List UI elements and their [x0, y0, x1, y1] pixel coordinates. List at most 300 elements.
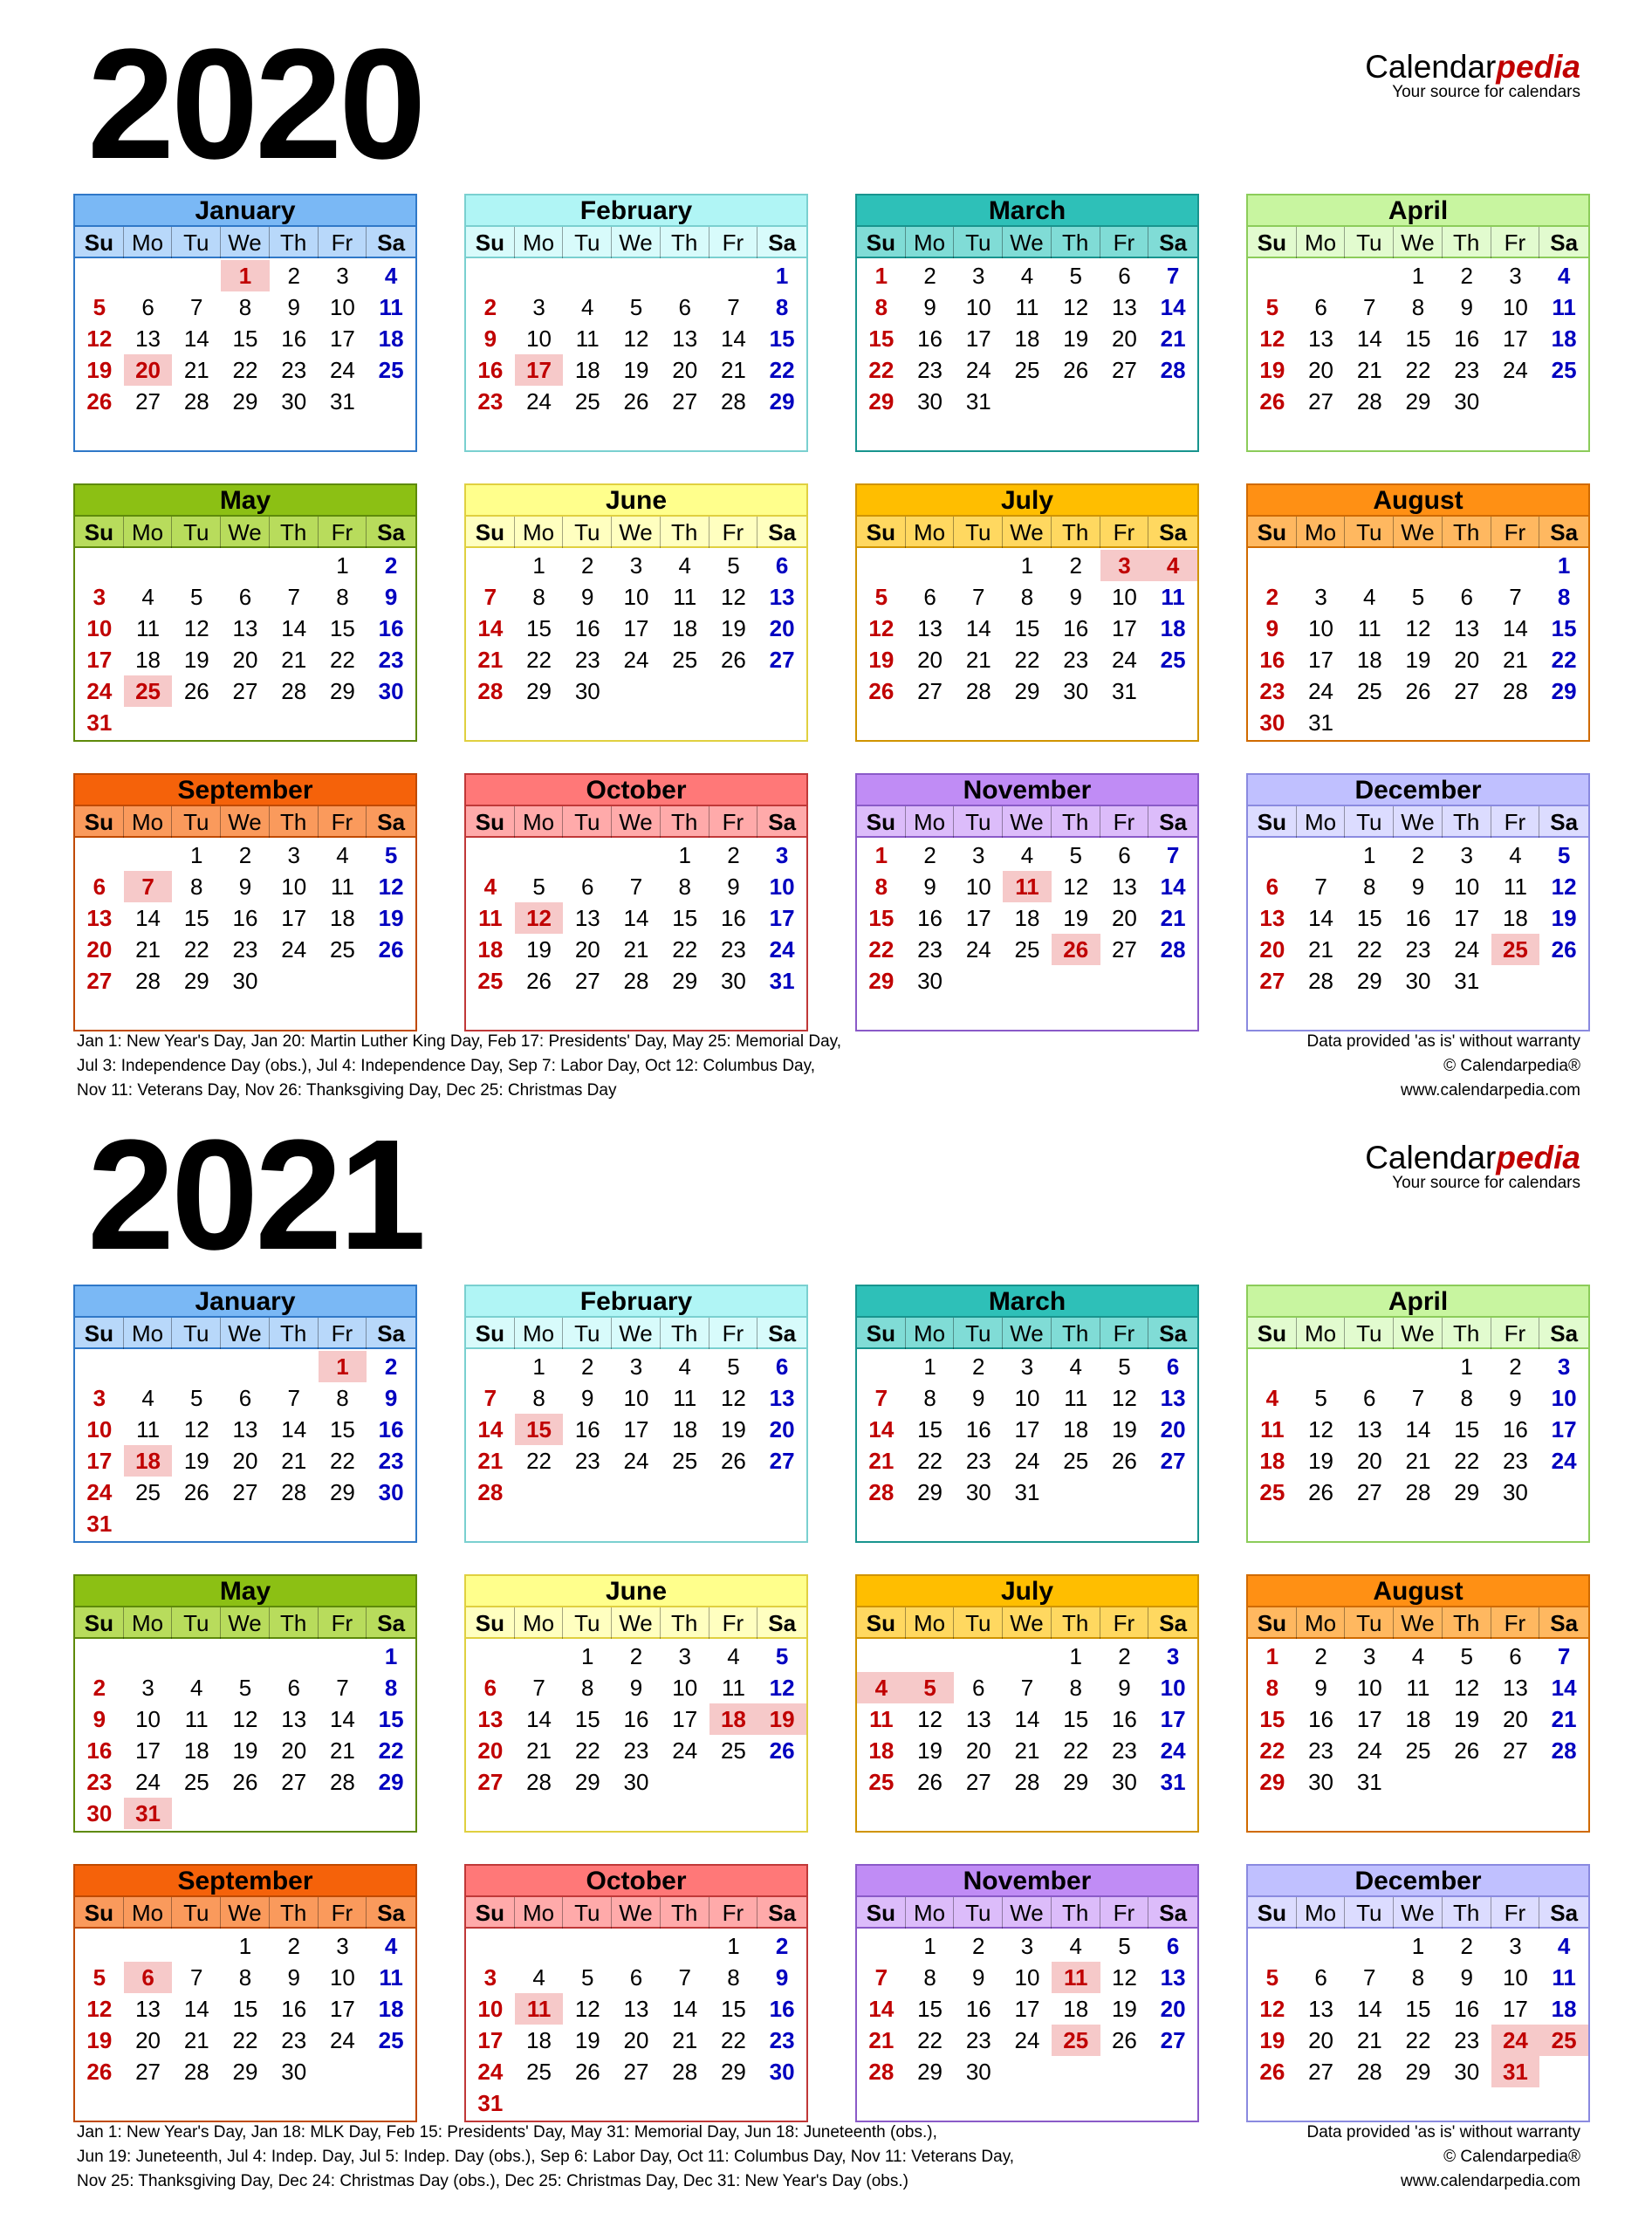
day-cell: 29	[526, 678, 552, 704]
weekday-label: Su	[75, 517, 124, 548]
day-cell: 27	[1308, 2059, 1334, 2085]
day-cell: 23	[378, 1448, 404, 1474]
day-cell: 19	[378, 905, 404, 931]
day-cell: 14	[1502, 615, 1528, 641]
day-cell: 11	[673, 1385, 697, 1411]
days-grid	[466, 839, 806, 997]
day-cell: 16	[720, 905, 746, 931]
day-cell: 17	[672, 1706, 698, 1732]
day-cell: 11	[515, 1993, 564, 2025]
day-cell: 31	[1308, 709, 1334, 736]
day-cell: 26	[1259, 2059, 1285, 2085]
day-cell: 27	[232, 678, 258, 704]
day-cell: 26	[232, 1769, 258, 1795]
day-cell: 28	[526, 1769, 552, 1795]
day-cell: 22	[574, 1737, 600, 1764]
day-cell: 9	[727, 874, 740, 900]
day-cell: 18	[672, 615, 698, 641]
day-cell: 23	[1454, 357, 1480, 383]
day-cell: 14	[1160, 294, 1186, 320]
weekday-label: Fr	[709, 517, 758, 548]
day-cell: 25	[135, 1479, 161, 1505]
month-name: August	[1248, 485, 1588, 517]
day-cell: 28	[1160, 357, 1186, 383]
day-cell: 15	[515, 1414, 564, 1445]
weekday-label: Sa	[768, 1900, 797, 1926]
day-cell: 26	[769, 1737, 795, 1764]
day-cell: 4	[384, 263, 398, 289]
day-cell: 3	[1509, 1933, 1522, 1959]
day-cell: 31	[477, 2090, 504, 2116]
day-cell: 26	[1454, 1737, 1480, 1764]
weekday-label: Fr	[1100, 227, 1149, 258]
weekday-label: Th	[1052, 1897, 1100, 1929]
day-cell: 15	[1551, 615, 1577, 641]
day-cell: 21	[1160, 905, 1186, 931]
weekday-label: Fr	[1100, 1607, 1149, 1639]
brand-name: Calendarpedia	[1365, 49, 1580, 85]
day-cell: 18	[1502, 905, 1528, 931]
day-cell: 3	[1460, 842, 1473, 868]
day-cell: 23	[1259, 678, 1285, 704]
weekday-label: Sa	[1159, 1900, 1188, 1926]
day-cell: 3	[775, 842, 789, 868]
day-cell: 11	[721, 1675, 745, 1701]
day-cell: 12	[183, 615, 209, 641]
day-cell: 11	[1260, 1416, 1285, 1443]
weekday-label: Sa	[1159, 519, 1188, 545]
day-cell: 29	[672, 968, 698, 994]
day-cell: 19	[232, 1737, 258, 1764]
day-cell: 8	[238, 1964, 252, 1991]
day-cell: 20	[281, 1737, 307, 1764]
day-cell: 31	[1160, 1769, 1186, 1795]
day-cell: 11	[379, 1964, 403, 1991]
day-cell: 20	[769, 1416, 795, 1443]
day-cell: 6	[629, 1964, 643, 1991]
day-cell: 21	[1160, 326, 1186, 352]
day-cell: 29	[868, 388, 895, 415]
day-cell: 27	[1111, 936, 1137, 963]
day-cell: 1	[532, 552, 545, 579]
day-cell: 3	[336, 263, 349, 289]
day-cell: 13	[1160, 1964, 1186, 1991]
day-cell: 23	[477, 388, 504, 415]
day-cell: 13	[1259, 905, 1285, 931]
day-cell: 5	[775, 1643, 789, 1669]
day-cell: 2	[1460, 263, 1473, 289]
day-cell: 11	[1406, 1675, 1430, 1701]
day-cell: 24	[526, 388, 552, 415]
day-cell: 1	[238, 1933, 252, 1959]
weekday-header	[857, 227, 1197, 258]
days-grid	[466, 550, 806, 707]
day-cell: 28	[868, 2059, 895, 2085]
day-cell: 5	[532, 874, 545, 900]
weekday-label: Mo	[1297, 806, 1346, 838]
day-cell: 17	[965, 326, 991, 352]
day-cell: 17	[515, 354, 564, 386]
weekday-label: Sa	[768, 230, 797, 256]
day-cell: 26	[623, 388, 649, 415]
day-cell: 18	[709, 1703, 758, 1735]
day-cell: 29	[1014, 678, 1040, 704]
day-cell: 12	[574, 1996, 600, 2022]
day-cell: 21	[672, 2027, 698, 2053]
day-cell: 16	[574, 1416, 600, 1443]
credit-line: Data provided 'as is' without warranty	[1306, 1032, 1580, 1051]
day-cell: 8	[1069, 1675, 1082, 1701]
day-cell: 26	[1259, 388, 1285, 415]
day-cell: 27	[86, 968, 113, 994]
day-cell: 17	[1014, 1996, 1040, 2022]
weekday-label: Tu	[563, 1607, 612, 1639]
day-cell: 28	[1356, 2059, 1382, 2085]
day-cell: 24	[1551, 1448, 1577, 1474]
weekday-label: Mo	[124, 227, 173, 258]
day-cell: 1	[874, 263, 888, 289]
weekday-label: Tu	[1345, 1318, 1394, 1349]
day-cell: 7	[336, 1675, 349, 1701]
day-cell: 4	[727, 1643, 740, 1669]
brand-tagline: Your source for calendars	[1392, 83, 1580, 101]
day-cell: 8	[727, 1964, 740, 1991]
credit-line: © Calendarpedia®	[1443, 1057, 1580, 1075]
day-cell: 12	[1259, 1996, 1285, 2022]
empty-day-cell	[1345, 1930, 1394, 1962]
day-cell: 29	[720, 2059, 746, 2085]
weekday-header	[75, 517, 415, 548]
day-cell: 1	[190, 842, 203, 868]
empty-day-cell	[466, 1930, 515, 1962]
month-august	[1246, 483, 1590, 742]
weekday-label: Su	[466, 227, 515, 258]
day-cell: 2	[923, 842, 936, 868]
day-cell: 27	[769, 1448, 795, 1474]
day-cell: 3	[1557, 1353, 1571, 1380]
day-cell: 25	[868, 1769, 895, 1795]
day-cell: 5	[93, 1964, 106, 1991]
weekday-label: Sa	[1550, 230, 1579, 256]
month-may	[73, 1574, 417, 1833]
day-cell: 17	[623, 1416, 649, 1443]
day-cell: 23	[232, 936, 258, 963]
empty-day-cell	[221, 550, 270, 581]
month-name: February	[466, 1286, 806, 1318]
day-cell: 18	[526, 2027, 552, 2053]
weekday-label: Th	[270, 806, 319, 838]
day-cell: 4	[1069, 1933, 1082, 1959]
day-cell: 15	[1356, 905, 1382, 931]
day-cell: 21	[1551, 1706, 1577, 1732]
day-cell: 25	[477, 968, 504, 994]
day-cell: 21	[477, 1448, 504, 1474]
day-cell: 29	[232, 388, 258, 415]
day-cell: 15	[329, 615, 355, 641]
day-cell: 4	[384, 1933, 398, 1959]
month-august	[1246, 1574, 1590, 1833]
day-cell: 21	[1405, 1448, 1431, 1474]
day-cell: 11	[379, 294, 403, 320]
days-grid	[1248, 1351, 1588, 1508]
credit-line[interactable]: www.calendarpedia.com	[1401, 1081, 1580, 1100]
credit-line: Data provided 'as is' without warranty	[1306, 2123, 1580, 2141]
weekday-label: Fr	[709, 1897, 758, 1929]
month-march	[855, 194, 1199, 452]
empty-day-cell	[1394, 1351, 1443, 1382]
month-june	[464, 1574, 808, 1833]
empty-day-cell	[124, 260, 173, 291]
day-cell: 15	[672, 905, 698, 931]
day-cell: 11	[1503, 874, 1527, 900]
day-cell: 2	[287, 1933, 300, 1959]
weekday-label: Fr	[1491, 227, 1540, 258]
weekday-label: We	[1003, 517, 1052, 548]
day-cell: 14	[183, 326, 209, 352]
day-cell: 7	[727, 294, 740, 320]
day-cell: 3	[629, 1353, 643, 1380]
day-cell: 4	[1069, 1353, 1082, 1380]
day-cell: 16	[1111, 1706, 1137, 1732]
day-cell: 24	[1014, 2027, 1040, 2053]
weekday-label: Mo	[906, 517, 955, 548]
day-cell: 1	[1265, 1643, 1279, 1669]
day-cell: 21	[281, 647, 307, 673]
day-cell: 7	[483, 1385, 497, 1411]
day-cell: 31	[1454, 968, 1480, 994]
day-cell: 6	[923, 584, 936, 610]
day-cell: 22	[526, 647, 552, 673]
weekday-label: Tu	[563, 227, 612, 258]
weekday-label: Mo	[515, 806, 564, 838]
day-cell: 16	[1502, 1416, 1528, 1443]
empty-day-cell	[857, 1641, 906, 1672]
empty-day-cell	[563, 260, 612, 291]
weekday-label: We	[221, 806, 270, 838]
day-cell: 29	[1405, 2059, 1431, 2085]
day-cell: 9	[923, 874, 936, 900]
day-cell: 4	[678, 552, 691, 579]
day-cell: 4	[336, 842, 349, 868]
day-cell: 1	[1460, 1353, 1473, 1380]
day-cell: 7	[972, 584, 985, 610]
day-cell: 13	[232, 615, 258, 641]
day-cell: 20	[232, 1448, 258, 1474]
day-cell: 17	[86, 1448, 113, 1474]
weekday-label: Sa	[1159, 230, 1188, 256]
day-cell: 12	[232, 1706, 258, 1732]
day-cell: 1	[1363, 842, 1376, 868]
empty-day-cell	[466, 1641, 515, 1672]
weekday-label: Tu	[563, 1318, 612, 1349]
day-cell: 10	[769, 874, 795, 900]
weekday-label: Tu	[172, 1318, 221, 1349]
weekday-label: Th	[1443, 1897, 1491, 1929]
day-cell: 9	[384, 1385, 398, 1411]
day-cell: 25	[183, 1769, 209, 1795]
empty-day-cell	[1297, 1351, 1346, 1382]
holiday-notes	[77, 2121, 1246, 2194]
day-cell: 4	[532, 1964, 545, 1991]
day-cell: 11	[1003, 871, 1052, 902]
day-cell: 4	[141, 584, 154, 610]
empty-day-cell	[954, 1641, 1003, 1672]
empty-day-cell	[515, 839, 564, 871]
weekday-label: Sa	[1550, 809, 1579, 835]
day-cell: 22	[1014, 647, 1040, 673]
day-cell: 10	[623, 1385, 649, 1411]
day-cell: 30	[917, 388, 943, 415]
day-cell: 13	[1502, 1675, 1528, 1701]
day-cell: 25	[672, 1448, 698, 1474]
day-cell: 28	[477, 678, 504, 704]
day-cell: 26	[1551, 936, 1577, 963]
weekday-label: Su	[1248, 806, 1297, 838]
weekday-label: Tu	[1345, 806, 1394, 838]
weekday-label: Su	[1248, 227, 1297, 258]
empty-day-cell	[172, 550, 221, 581]
day-cell: 21	[329, 1737, 355, 1764]
weekday-label: Tu	[1345, 1897, 1394, 1929]
day-cell: 26	[378, 936, 404, 963]
day-cell: 8	[336, 584, 349, 610]
day-cell: 21	[623, 936, 649, 963]
day-cell: 20	[917, 647, 943, 673]
day-cell: 3	[972, 263, 985, 289]
day-cell: 9	[1118, 1675, 1131, 1701]
weekday-label: Tu	[172, 517, 221, 548]
month-name: January	[75, 195, 415, 227]
day-cell: 8	[1411, 294, 1425, 320]
month-name: January	[75, 1286, 415, 1318]
day-cell: 13	[1356, 1416, 1382, 1443]
day-cell: 23	[769, 2027, 795, 2053]
day-cell: 22	[232, 2027, 258, 2053]
day-cell: 19	[1063, 905, 1089, 931]
day-cell: 3	[1020, 1353, 1034, 1380]
day-cell: 3	[93, 1385, 106, 1411]
month-name: May	[75, 1576, 415, 1607]
day-cell: 2	[581, 552, 594, 579]
day-cell: 6	[287, 1675, 300, 1701]
day-cell: 11	[1552, 294, 1576, 320]
day-cell: 12	[86, 1996, 113, 2022]
day-cell: 19	[183, 647, 209, 673]
weekday-label: Su	[466, 1897, 515, 1929]
month-may	[73, 483, 417, 742]
weekday-label: Sa	[768, 809, 797, 835]
day-cell: 22	[917, 2027, 943, 2053]
day-cell: 23	[1454, 2027, 1480, 2053]
day-cell: 5	[238, 1675, 252, 1701]
month-february	[464, 1285, 808, 1543]
weekday-label: Fr	[319, 1607, 367, 1639]
day-cell: 11	[1052, 1962, 1100, 1993]
day-cell: 24	[1111, 647, 1137, 673]
day-cell: 9	[1265, 615, 1279, 641]
day-cell: 21	[281, 1448, 307, 1474]
day-cell: 21	[1356, 357, 1382, 383]
weekday-header	[857, 1318, 1197, 1349]
day-cell: 28	[1308, 968, 1334, 994]
day-cell: 4	[190, 1675, 203, 1701]
day-cell: 31	[124, 1798, 173, 1829]
day-cell: 6	[1118, 842, 1131, 868]
day-cell: 30	[965, 2059, 991, 2085]
day-cell: 11	[1015, 294, 1039, 320]
empty-day-cell	[1345, 260, 1394, 291]
day-cell: 15	[868, 905, 895, 931]
empty-day-cell	[515, 260, 564, 291]
day-cell: 5	[1069, 842, 1082, 868]
weekday-label: Th	[661, 1897, 709, 1929]
day-cell: 8	[581, 1675, 594, 1701]
day-cell: 29	[917, 1479, 943, 1505]
weekday-label: Mo	[906, 1607, 955, 1639]
day-cell: 11	[673, 584, 697, 610]
weekday-label: We	[1394, 1318, 1443, 1349]
day-cell: 6	[1509, 1643, 1522, 1669]
day-cell: 11	[1552, 1964, 1576, 1991]
credits	[1306, 2121, 1580, 2194]
day-cell: 21	[183, 2027, 209, 2053]
day-cell: 18	[1014, 326, 1040, 352]
empty-day-cell	[906, 1641, 955, 1672]
day-cell: 5	[874, 584, 888, 610]
day-cell: 18	[1405, 1706, 1431, 1732]
day-cell: 12	[1308, 1416, 1334, 1443]
days-grid	[75, 1930, 415, 2087]
day-cell: 23	[86, 1769, 113, 1795]
day-cell: 22	[329, 647, 355, 673]
day-cell: 26	[86, 388, 113, 415]
day-cell: 17	[1356, 1706, 1382, 1732]
day-cell: 24	[1454, 936, 1480, 963]
day-cell: 20	[623, 2027, 649, 2053]
empty-day-cell	[857, 1351, 906, 1382]
day-cell: 29	[1259, 1769, 1285, 1795]
day-cell: 8	[532, 1385, 545, 1411]
day-cell: 26	[1111, 1448, 1137, 1474]
day-cell: 8	[384, 1675, 398, 1701]
day-cell: 14	[1405, 1416, 1431, 1443]
day-cell: 28	[965, 678, 991, 704]
weekday-label: Fr	[1491, 1607, 1540, 1639]
day-cell: 24	[672, 1737, 698, 1764]
empty-day-cell	[270, 550, 319, 581]
day-cell: 1	[775, 263, 789, 289]
day-cell: 2	[581, 1353, 594, 1380]
empty-day-cell	[954, 550, 1003, 581]
credit-line[interactable]: www.calendarpedia.com	[1401, 2172, 1580, 2190]
day-cell: 23	[965, 1448, 991, 1474]
empty-day-cell	[1248, 260, 1297, 291]
day-cell: 2	[287, 263, 300, 289]
day-cell: 29	[1551, 678, 1577, 704]
day-cell: 30	[917, 968, 943, 994]
day-cell: 29	[868, 968, 895, 994]
holiday-note-line: Nov 25: Thanksgiving Day, Dec 24: Christmas Day (obs.), Dec 25: Christmas Day, Dec 31: New Year's Day (obs.)	[77, 2172, 908, 2190]
day-cell: 22	[1405, 2027, 1431, 2053]
day-cell: 30	[1454, 388, 1480, 415]
day-cell: 24	[1502, 357, 1528, 383]
day-cell: 14	[329, 1706, 355, 1732]
day-cell: 3	[1020, 1933, 1034, 1959]
year-calendar-2021	[0, 1091, 1652, 2190]
day-cell: 1	[874, 842, 888, 868]
day-cell: 19	[574, 2027, 600, 2053]
empty-day-cell	[172, 260, 221, 291]
